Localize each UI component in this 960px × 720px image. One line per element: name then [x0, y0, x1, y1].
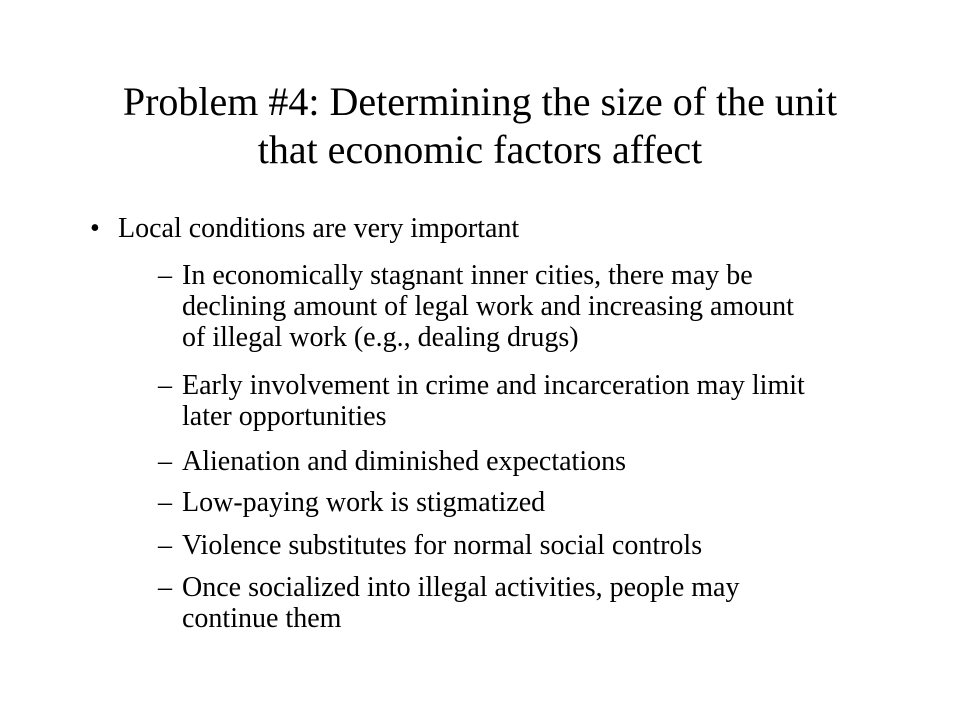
dash-icon: –	[158, 530, 172, 561]
sub-bullet-text	[182, 487, 888, 518]
dash-icon: –	[158, 487, 172, 518]
sub-bullet-text	[182, 446, 888, 477]
bullet-icon: •	[90, 213, 100, 244]
sub-bullet-text	[182, 572, 888, 634]
dash-icon: –	[158, 260, 172, 291]
sub-bullet-text	[182, 530, 888, 561]
sub-bullet-text	[182, 370, 888, 432]
sub-bullet-line: declining amount of legal work and increasing amount	[182, 291, 794, 322]
sub-bullet-line: In economically stagnant inner cities, there may be	[182, 260, 753, 291]
dash-icon: –	[158, 446, 172, 477]
sub-bullet-line: of illegal work (e.g., dealing drugs)	[182, 322, 579, 353]
title-line: Problem #4: Determining the size of the unit	[122, 79, 838, 124]
sub-bullet-line: later opportunities	[182, 401, 387, 432]
sub-bullet-line: Violence substitutes for normal social controls	[182, 530, 703, 561]
sub-bullet-line: Once socialized into illegal activities, people may	[182, 572, 740, 603]
sub-bullet-line: Alienation and diminished expectations	[182, 446, 627, 477]
title-line: that economic factors affect	[257, 127, 703, 172]
dash-icon: –	[158, 572, 172, 603]
dash-icon: –	[158, 370, 172, 401]
slide-title	[60, 78, 900, 174]
sub-bullet-line: continue them	[182, 603, 342, 634]
main-bullet-text: Local conditions are very important	[118, 213, 520, 244]
sub-bullet-text	[182, 260, 888, 353]
sub-bullet-line: Early involvement in crime and incarceration may limit	[182, 370, 805, 401]
sub-bullet-line: Low-paying work is stigmatized	[182, 487, 546, 518]
